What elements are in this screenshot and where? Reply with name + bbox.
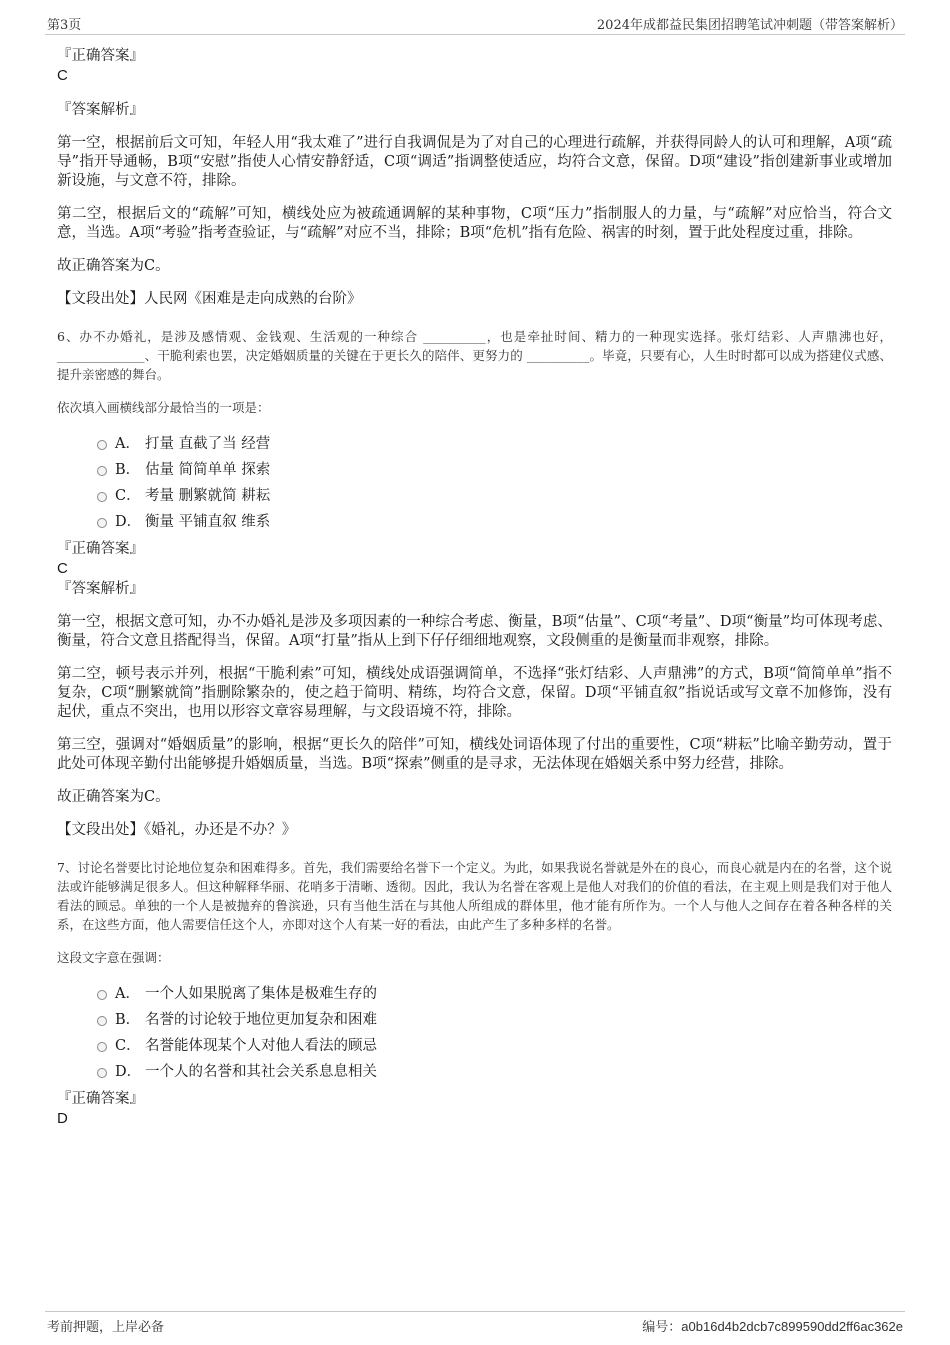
q5-analysis-conclusion: 故正确答案为C。	[57, 258, 170, 274]
footer-code-label: 编号：	[642, 1320, 682, 1335]
radio-icon[interactable]	[97, 518, 107, 528]
q6-analysis-paragraph: 第二空，顿号表示并列，根据“干脆利索”可知，横线处成语强调简单，不选择“张灯结彩、人声鼎沸”的方式，B项“简简单单”指不复杂，C项“删繁就简”指删除繁杂的，使之趋于简明、精练，均符合文意，保留。D项“平铺直叙”指说话或写文章不加修饰，没有起伏，重点不突出，也用以形容文章容易理解，与文段语境不符，排除。	[57, 666, 892, 720]
footer-code-value: a0b16d4b2dcb7c899590dd2ff6ac362e	[681, 1319, 903, 1334]
radio-icon[interactable]	[97, 440, 107, 450]
radio-icon[interactable]	[97, 1042, 107, 1052]
q7-answer-label: 『正确答案』	[57, 1091, 144, 1107]
q7-option-d[interactable]	[97, 1059, 892, 1085]
radio-icon[interactable]	[97, 1016, 107, 1026]
q5-source: 【文段出处】人民网《困难是走向成熟的台阶》	[57, 291, 362, 307]
q5-analysis-label: 『答案解析』	[57, 102, 144, 118]
q7-prompt: 这段文字意在强调：	[57, 950, 170, 965]
q6-analysis-label: 『答案解析』	[57, 581, 144, 597]
radio-icon[interactable]	[97, 466, 107, 476]
option-text: 名誉的讨论较于地位更加复杂和困难	[145, 1012, 377, 1028]
page-content	[57, 46, 892, 1129]
q6-prompt: 依次填入画横线部分最恰当的一项是：	[57, 400, 270, 415]
option-text: 打量 直截了当 经营	[145, 436, 271, 452]
q7-options	[97, 981, 892, 1085]
q6-option-d[interactable]	[97, 509, 892, 535]
q7-option-a[interactable]	[97, 981, 892, 1007]
q6-analysis-paragraph: 第三空，强调对“婚姻质量”的影响，根据“更长久的陪伴”可知，横线处词语体现了付出的重要性，C项“耕耘”比喻辛勤劳动，置于此处可体现辛勤付出能够提升婚姻质量，当选。B项“探索”侧重的是寻求，无法体现在婚姻关系中努力经营，排除。	[57, 737, 892, 772]
radio-icon[interactable]	[97, 1068, 107, 1078]
q6-question: 6、办不办婚礼，是涉及感情观、金钱观、生活观的一种综合 __________，也是牵扯时间、精力的一种现实选择。张灯结彩、人声鼎沸也好，______________、干脆利索也罢，决定婚姻质量的关键在于更长久的陪伴、更努力的 __________。毕竟，只要有心，人生时时都可以成为搭建仪式感、提升亲密感的舞台。	[57, 329, 892, 382]
option-text: 一个人的名誉和其社会关系息息相关	[145, 1064, 377, 1080]
q6-options	[97, 431, 892, 535]
option-letter: C．	[115, 488, 141, 504]
option-text: 名誉能体现某个人对他人看法的顾忌	[145, 1038, 377, 1054]
option-text: 衡量 平铺直叙 维系	[145, 514, 271, 530]
option-text: 估量 简简单单 探索	[145, 462, 271, 478]
q5-answer-label: 『正确答案』	[57, 48, 144, 64]
q5-analysis-paragraph: 第一空，根据前后文可知，年轻人用“我太难了”进行自我调侃是为了对自己的心理进行疏解，并获得同龄人的认可和理解，A项“疏导”指开导通畅，B项“安慰”指使人心情安静舒适，C项“调适”指调整使适应，均符合文意，保留。D项“建设”指创建新事业或增加新设施，与文意不符，排除。	[57, 135, 892, 189]
q7-answer: D	[57, 1110, 68, 1127]
q6-option-c[interactable]	[97, 483, 892, 509]
q7-option-b[interactable]	[97, 1007, 892, 1033]
option-text: 考量 删繁就简 耕耘	[145, 488, 271, 504]
option-letter: A．	[115, 986, 140, 1002]
footer-code	[642, 1316, 903, 1335]
option-letter: C．	[115, 1038, 141, 1054]
radio-icon[interactable]	[97, 492, 107, 502]
option-letter: D．	[115, 1064, 142, 1080]
q6-analysis-conclusion: 故正确答案为C。	[57, 789, 170, 805]
radio-icon[interactable]	[97, 990, 107, 1000]
q6-answer-label: 『正确答案』	[57, 541, 144, 557]
option-letter: A．	[115, 436, 140, 452]
option-letter: B．	[115, 462, 141, 478]
q6-option-b[interactable]	[97, 457, 892, 483]
footer-slogan: 考前押题，上岸必备	[47, 1320, 165, 1335]
q6-option-a[interactable]	[97, 431, 892, 457]
page-number: 第3页	[47, 18, 82, 33]
option-text: 一个人如果脱离了集体是极难生存的	[145, 986, 377, 1002]
q6-answer: C	[57, 560, 68, 577]
q7-question: 7、讨论名誉要比讨论地位复杂和困难得多。首先，我们需要给名誉下一个定义。为此，如果我说名誉就是外在的良心，而良心就是内在的名誉，这个说法或许能够满足很多人。但这种解释华丽、花哨多于清晰、透彻。因此，我认为名誉在客观上是他人对我们的价值的看法，在主观上则是我们对于他人看法的顾忌。单独的一个人是被抛弃的鲁滨逊，只有当他生活在与其他人所组成的群体里，他才能有所作为。一个人与他人之间存在着各种各样的关系，在这些方面，他人需要信任这个人，亦即对这个人有某一好的看法，由此产生了多种多样的名誉。	[57, 860, 892, 932]
page-footer	[45, 1311, 905, 1336]
q5-answer: C	[57, 67, 68, 84]
page-header	[45, 12, 905, 35]
q6-analysis-paragraph: 第一空，根据文意可知，办不办婚礼是涉及多项因素的一种综合考虑、衡量，B项“估量”、C项“考量”、D项“衡量”均可体现考虑、衡量，符合文意且搭配得当，保留。A项“打量”指从上到下仔仔细细地观察，文段侧重的是衡量而非观察，排除。	[57, 614, 892, 649]
q7-option-c[interactable]	[97, 1033, 892, 1059]
q5-analysis-paragraph: 第二空，根据后文的“疏解”可知，横线处应为被疏通调解的某种事物，C项“压力”指制服人的力量，与“疏解”对应恰当，符合文意，当选。A项“考验”指考查验证，与“疏解”对应不当，排除；B项“危机”指有危险、祸害的时刻，置于此处程度过重，排除。	[57, 206, 892, 241]
document-title: 2024年成都益民集团招聘笔试冲刺题（带答案解析）	[596, 18, 903, 33]
option-letter: B．	[115, 1012, 141, 1028]
q6-source: 【文段出处】《婚礼，办还是不办？》	[57, 822, 297, 838]
option-letter: D．	[115, 514, 142, 530]
